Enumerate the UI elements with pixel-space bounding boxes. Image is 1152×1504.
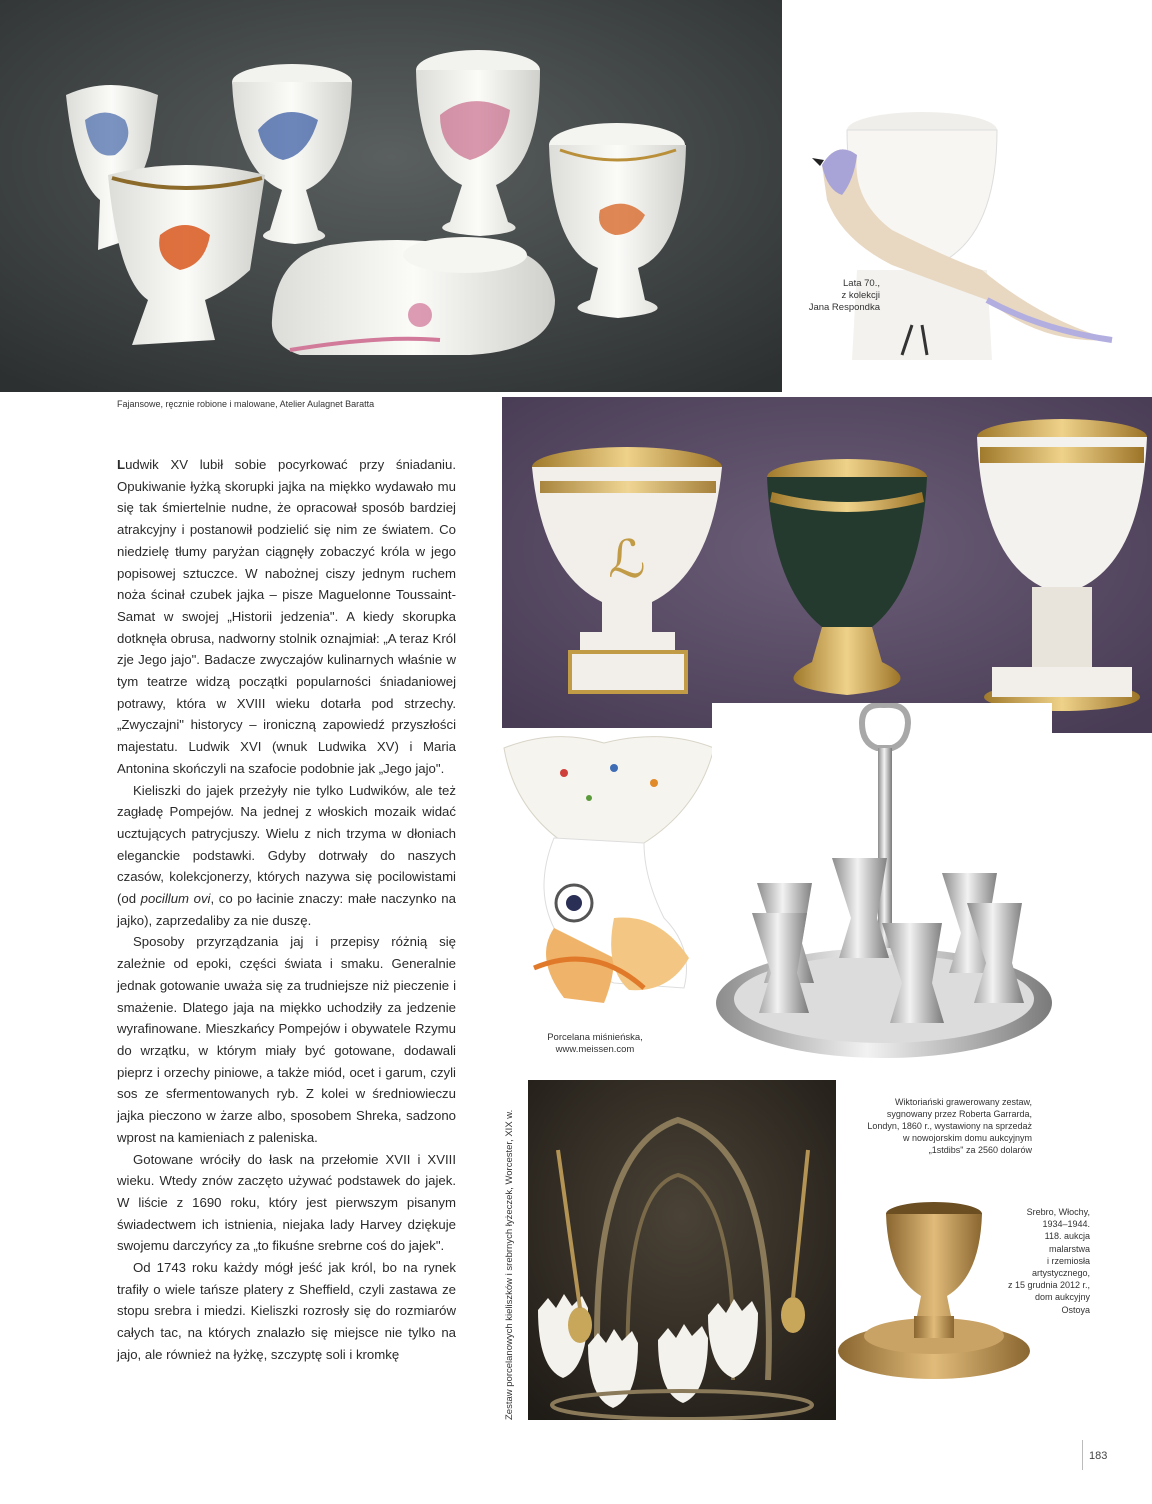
paragraph: Gotowane wróciły do łask na przełomie XVII i XVIII wieku. Wtedy znów zaczęto używać podstawek do jajek. W liście z 1690 roku, który jest pierwszym pisanym świadectwem ich istnienia, niejaka lady Harvey dziękuje swojemu darczyńcy za „to fikuśne srebrne coś do jajek".: [117, 1151, 456, 1254]
faience-egg-cups-photo: [0, 0, 782, 392]
paragraph: [117, 780, 456, 932]
worcester-caption-text: Zestaw porcelanowych kieliszków i srebrnych łyżeczek, Worcester, XIX w.: [504, 1109, 515, 1420]
meissen-caption-line: Porcelana miśnieńska,: [547, 1032, 643, 1043]
italy-caption-line: 1934–1944.: [1042, 1219, 1090, 1230]
italy-caption-line: Srebro, Włochy,: [1026, 1207, 1090, 1217]
drop-cap: L: [117, 457, 126, 472]
paragraph: [117, 454, 456, 780]
latin-term: pocillum ovi: [140, 891, 211, 907]
worcester-caption: [482, 1080, 516, 1420]
italy-caption-line: artystycznego,: [1031, 1268, 1090, 1279]
silver-egg-cup-set-photo: [712, 703, 1052, 1083]
paragraph-text: Kieliszki do jajek przeżyły nie tylko Ludwików, ale też zagładę Pompejów. Na jednej z włoskich mozaik widać ucztujących patrycjuszy. Wielu z nich trzyma w dłoniach eleganckie podstawki. Gdyby dotrwały do naszych czasów, kolekcjonerzy, których nazywa się pocilowistami (od: [117, 782, 456, 907]
silver-set-caption-line: w nowojorskim domu aukcyjnym: [902, 1133, 1032, 1143]
meissen-caption: [520, 1032, 670, 1056]
silver-set-caption-line: Wiktoriański grawerowany zestaw,: [894, 1097, 1032, 1107]
italy-caption-line: dom aukcyjny: [1034, 1292, 1090, 1303]
svg-text:ℒ: ℒ: [608, 530, 646, 590]
italy-caption: [1000, 1206, 1090, 1316]
bird-caption-line: Lata 70.,: [843, 278, 880, 289]
silver-set-caption: [860, 1096, 1032, 1156]
paragraph-text: , co po łacinie znaczy: małe naczynko na jajko), zaprzedaliby za nie duszę.: [117, 891, 456, 928]
silver-set-caption-line: Londyn, 1860 r., wystawiony na sprzedaż: [867, 1121, 1032, 1131]
empire-egg-cups-photo: [502, 397, 1152, 733]
italy-caption-line: z 15 grudnia 2012 r.,: [1007, 1280, 1090, 1291]
page-number: 183: [1089, 1450, 1108, 1462]
meissen-caption-line: www.meissen.com: [555, 1044, 635, 1055]
meissen-egg-cup-photo: [494, 728, 720, 1028]
italy-caption-line: 118. aukcja: [1044, 1231, 1090, 1242]
faience-caption: Fajansowe, ręcznie robione i malowane, Atelier Aulagnet Baratta: [117, 399, 375, 409]
bird-egg-cup-photo: [782, 0, 1152, 392]
paragraph: Sposoby przyrządzania jaj i przepisy różnią się zależnie od epoki, części świata i smaku. Generalnie jednak gotowanie uważa się za trudniejsze niż pieczenie i smażenie. Dlatego jaja na miękko uchodziły za jedzenie wyrafinowane. Mieszkańcy Pompejów i obywatele Rzymu do wrzątku, w którym miały być gotowane, dodawali pieprz i orzechy piniowe, a także miód, ocet i garum, czyli sos ze sfermentowanych ryb. Z kolei w średniowieczu jajka pieczono w żarze albo, sposobem Shreka, sadzono wprost na kamieniach z paleniska.: [117, 934, 456, 1145]
worcester-egg-cup-set-photo: [528, 1080, 836, 1420]
italy-caption-line: malarstwa: [1048, 1243, 1090, 1254]
paragraph-text: udwik XV lubił sobie pocyrkować przy śniadaniu. Opukiwanie łyżką skorupki jajka na miękko wydawało mu się tak śmiertelnie nudne, że opracował sposób bardziej atrakcyjny i postanowił podzielić się nim ze światem. Co niedzielę tłumy paryżan ciągnęły zobaczyć króla w jego popisowej sztuczce. W nabożnej ciszy jednym ruchem noża ścinał czubek jajka – pisze Maguelonne Toussaint-Samat w swojej „Historii jedzenia". A kiedy skorupka dotknęła obrusa, nadworny stolnik oznajmiał: „A teraz Król zje Jego jajo". Badacze zwyczajów kulinarnych właśnie w tym teatrze widzą początki popularności śniadaniowej potrawy, która w XVIII wieku dotarła pod strzechy. „Zwyczajni" historycy – ironiczną zapowiedź przyszłości majestatu. Ludwik XVI (wnuk Ludwika XV) i Maria Antonina skończyli na szafocie podobnie jak „Jego jajo".: [117, 457, 456, 776]
silver-set-caption-line: „1stdibs" za 2560 dolarów: [928, 1145, 1032, 1155]
bird-caption: [790, 278, 880, 314]
folio-divider: [1082, 1440, 1083, 1470]
article-body: [117, 454, 456, 1366]
paragraph: Od 1743 roku każdy mógł jeść jak król, bo na rynek trafiły o wiele tańsze platery z Sheffield, czyli zastawa ze stopu srebra i miedzi. Kieliszki rozrosły się do rozmiarów całych tac, na których znalazło się miejsce nie tylko na jajo, ale również na łyżkę, szczyptę soli i kromkę: [117, 1260, 456, 1362]
silver-set-caption-line: sygnowany przez Roberta Garrarda,: [886, 1109, 1032, 1119]
italy-caption-line: Ostoya: [1061, 1304, 1090, 1315]
italy-caption-line: i rzemiosła: [1046, 1255, 1090, 1266]
bird-caption-line: z kolekcji: [841, 290, 880, 301]
bird-caption-line: Jana Respondka: [808, 302, 880, 313]
